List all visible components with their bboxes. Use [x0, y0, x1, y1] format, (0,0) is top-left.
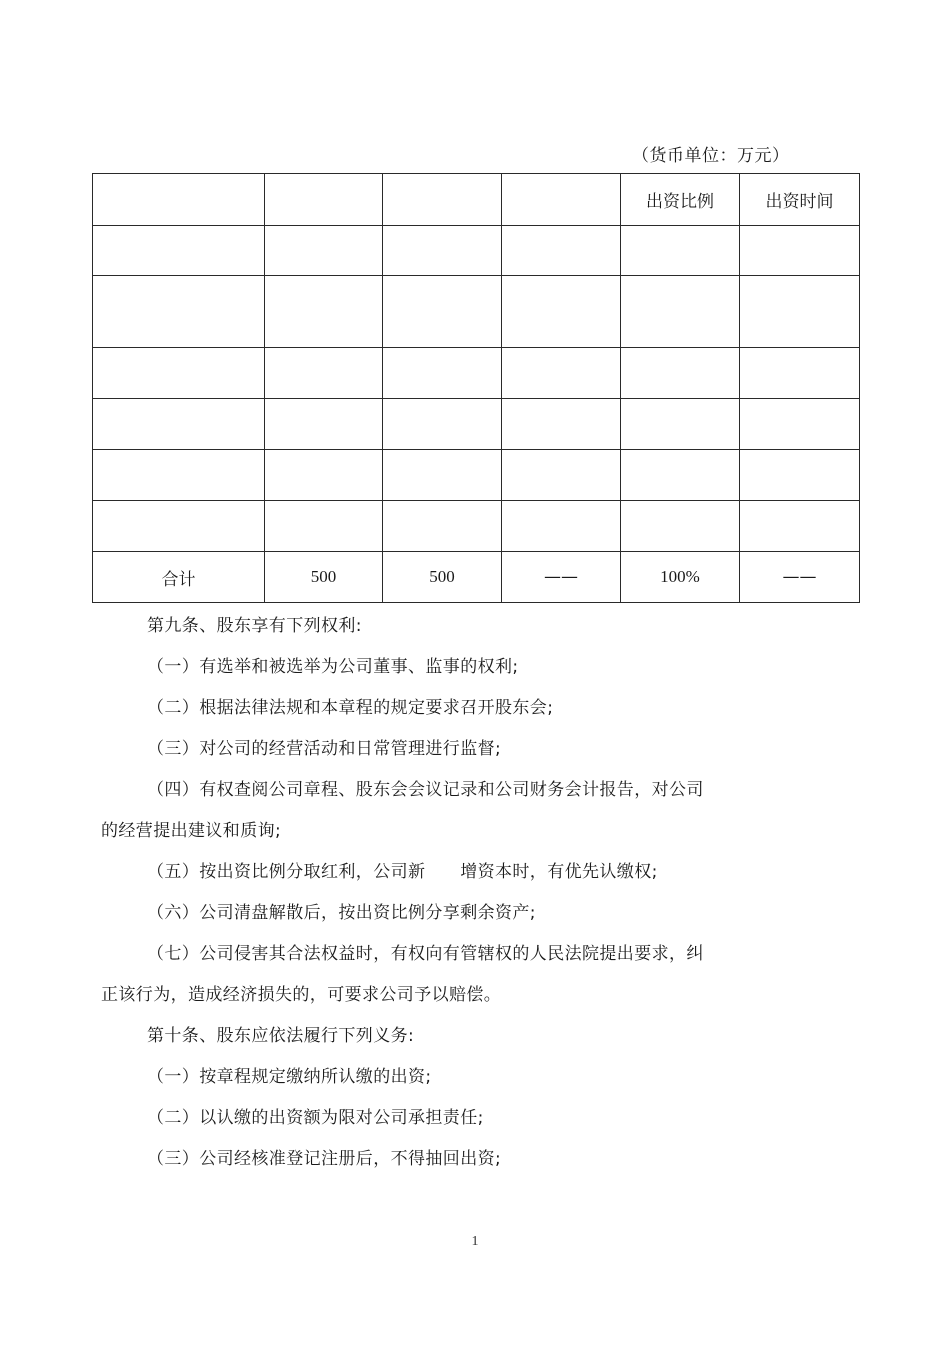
table-row	[93, 501, 860, 552]
table-cell	[621, 276, 740, 348]
total-time-cell: ——	[740, 552, 860, 603]
table-total-row	[93, 552, 860, 603]
document-body	[101, 606, 801, 1180]
table-cell	[740, 450, 860, 501]
table-cell	[502, 276, 621, 348]
article-9-item-1: （一）有选举和被选举为公司董事、监事的权利;	[147, 657, 519, 677]
table-row	[93, 226, 860, 276]
table-cell	[383, 450, 502, 501]
article-10-title: 第十条、股东应依法履行下列义务:	[147, 1026, 415, 1046]
table-cell	[740, 348, 860, 399]
article-9-item-6: （六）公司清盘解散后，按出资比例分享剩余资产;	[147, 903, 536, 923]
table-cell	[740, 501, 860, 552]
article-9-item-4: （四）有权查阅公司章程、股东会会议记录和公司财务会计报告，对公司	[147, 780, 704, 800]
table-row	[93, 399, 860, 450]
article-9-item-7-continued: 正该行为，造成经济损失的，可要求公司予以赔偿。	[101, 985, 502, 1005]
total-subscribed-cell: 500	[265, 552, 383, 603]
table-cell	[383, 276, 502, 348]
table-cell	[265, 450, 383, 501]
header-cell	[383, 174, 502, 226]
table-cell	[265, 399, 383, 450]
table-cell	[265, 501, 383, 552]
capital-contribution-table	[92, 173, 860, 603]
table-cell	[621, 501, 740, 552]
table-cell	[265, 276, 383, 348]
table-cell	[740, 226, 860, 276]
table-cell	[93, 450, 265, 501]
table-cell	[383, 226, 502, 276]
table-cell	[502, 399, 621, 450]
total-paid-cell: 500	[383, 552, 502, 603]
article-9-item-3: （三）对公司的经营活动和日常管理进行监督;	[147, 739, 502, 759]
table-row	[93, 348, 860, 399]
article-9-item-4-continued: 的经营提出建议和质询;	[101, 821, 282, 841]
article-9-item-7: （七）公司侵害其合法权益时，有权向有管辖权的人民法院提出要求，纠	[147, 944, 704, 964]
table-row	[93, 450, 860, 501]
header-cell	[502, 174, 621, 226]
table-header-row	[93, 174, 860, 226]
table-cell	[265, 348, 383, 399]
total-method-cell: ——	[502, 552, 621, 603]
table-cell	[621, 226, 740, 276]
article-10-item-2: （二）以认缴的出资额为限对公司承担责任;	[147, 1108, 484, 1128]
header-cell	[265, 174, 383, 226]
currency-unit-note: （货币单位：万元）	[632, 146, 790, 166]
header-cell	[93, 174, 265, 226]
table-cell	[265, 226, 383, 276]
table-row	[93, 276, 860, 348]
table-cell	[383, 501, 502, 552]
article-9-title: 第九条、股东享有下列权利:	[147, 616, 362, 636]
table-cell	[502, 501, 621, 552]
table-cell	[740, 276, 860, 348]
table-cell	[502, 450, 621, 501]
total-ratio-cell: 100%	[621, 552, 740, 603]
table-cell	[93, 276, 265, 348]
table-cell	[383, 348, 502, 399]
table-cell	[93, 399, 265, 450]
table-cell	[621, 399, 740, 450]
table-cell	[383, 399, 502, 450]
table-cell	[740, 399, 860, 450]
article-9-item-5: （五）按出资比例分取红利，公司新 增资本时，有优先认缴权;	[147, 862, 658, 882]
article-10-item-1: （一）按章程规定缴纳所认缴的出资;	[147, 1067, 432, 1087]
page-number: 1	[471, 1234, 479, 1249]
total-label-cell: 合计	[93, 552, 265, 603]
table-cell	[93, 501, 265, 552]
header-cell-contribution-ratio: 出资比例	[621, 174, 740, 226]
table-cell	[93, 226, 265, 276]
table-cell	[502, 226, 621, 276]
table-cell	[93, 348, 265, 399]
table-cell	[621, 348, 740, 399]
article-10-item-3: （三）公司经核准登记注册后，不得抽回出资;	[147, 1149, 502, 1169]
table-cell	[502, 348, 621, 399]
table-cell	[621, 450, 740, 501]
header-cell-contribution-time: 出资时间	[740, 174, 860, 226]
article-9-item-2: （二）根据法律法规和本章程的规定要求召开股东会;	[147, 698, 554, 718]
